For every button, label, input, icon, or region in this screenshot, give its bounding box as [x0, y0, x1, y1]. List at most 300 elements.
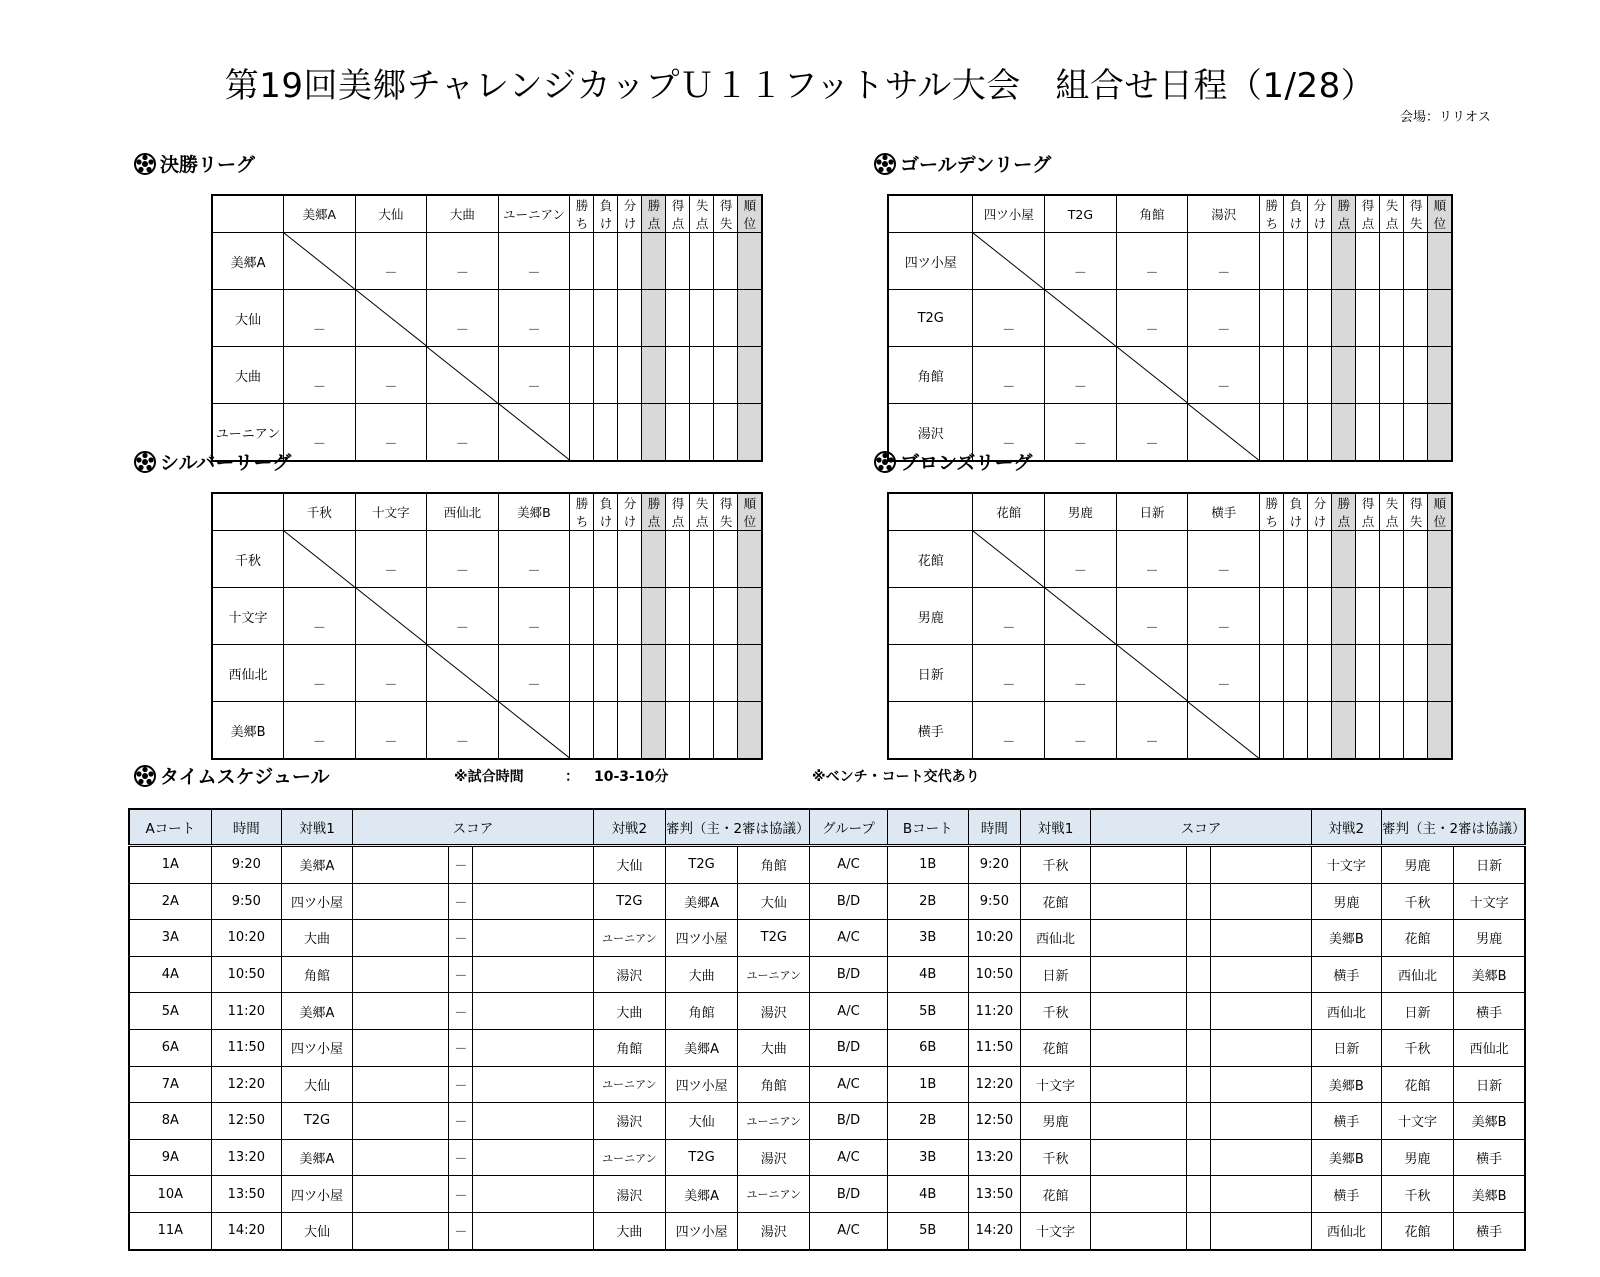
a-time: 14:20: [211, 1212, 281, 1249]
stat-cell: [1380, 290, 1404, 347]
b-referee-second: 美郷B: [1454, 956, 1525, 993]
a-referee-main: 角館: [665, 993, 737, 1030]
b-score-mid: [1187, 1176, 1211, 1213]
a-score-right: [473, 1212, 593, 1249]
col-team-header: 湯沢: [1188, 195, 1260, 233]
league-table-silver: [211, 492, 763, 760]
col-team-header: 西仙北: [427, 493, 499, 531]
a-score-dash: －: [449, 846, 473, 884]
match-result-cell: －: [973, 290, 1045, 347]
stat-cell: [738, 347, 762, 404]
b-time: 9:20: [968, 846, 1020, 884]
match-result-cell: －: [1045, 702, 1117, 760]
schedule-row: [129, 1176, 1525, 1213]
self-match-cell: [1116, 347, 1188, 404]
stat-cell: [642, 404, 666, 462]
stat-cell: [618, 588, 642, 645]
b-team2: 横手: [1311, 1103, 1381, 1140]
b-team2: 男鹿: [1311, 883, 1381, 920]
stat-cell: [738, 588, 762, 645]
match-result-cell: －: [973, 702, 1045, 760]
stat-header: 勝ち: [570, 195, 594, 233]
stat-header: 負け: [1284, 195, 1308, 233]
a-court-no: 7A: [129, 1066, 211, 1103]
b-score-mid: [1187, 1066, 1211, 1103]
stat-cell: [690, 588, 714, 645]
a-referee-second: 湯沢: [738, 993, 810, 1030]
col-team-header: 美郷A: [284, 195, 356, 233]
a-team2: 湯沢: [593, 956, 665, 993]
group: A/C: [810, 846, 887, 884]
b-score-right: [1211, 1212, 1311, 1249]
a-referee-second: 角館: [738, 1066, 810, 1103]
a-score-left: [353, 1139, 449, 1176]
stat-cell: [570, 588, 594, 645]
schedule-row: [129, 920, 1525, 957]
b-court-no: 2B: [887, 1103, 968, 1140]
stat-cell: [1356, 531, 1380, 588]
stat-cell: [1428, 347, 1452, 404]
stat-header: 勝点: [1332, 195, 1356, 233]
schedule-row: [129, 956, 1525, 993]
self-match-cell: [1116, 645, 1188, 702]
stat-cell: [1284, 404, 1308, 462]
stat-header: 勝ち: [1260, 195, 1284, 233]
match-result-cell: －: [1045, 645, 1117, 702]
b-time: 12:50: [968, 1103, 1020, 1140]
stat-cell: [714, 645, 738, 702]
schedule-row: [129, 846, 1525, 884]
league-table-final: [211, 194, 763, 462]
stat-header: 勝ち: [1260, 493, 1284, 531]
col-team-header: 千秋: [284, 493, 356, 531]
match-result-cell: －: [1116, 531, 1188, 588]
a-score-right: [473, 956, 593, 993]
header-b-team1: 対戦1: [1020, 809, 1090, 846]
b-score-right: [1211, 1176, 1311, 1213]
a-court-no: 4A: [129, 956, 211, 993]
a-team1: 美郷A: [281, 1139, 352, 1176]
a-score-left: [353, 1066, 449, 1103]
match-result-cell: －: [973, 588, 1045, 645]
stat-header: 得点: [1356, 493, 1380, 531]
soccer-ball-icon: [134, 153, 156, 175]
a-time: 13:50: [211, 1176, 281, 1213]
match-result-cell: －: [284, 702, 356, 760]
row-team-header: 湯沢: [888, 404, 973, 462]
stat-cell: [1284, 233, 1308, 290]
group: B/D: [810, 1176, 887, 1213]
stat-cell: [570, 645, 594, 702]
stat-cell: [666, 531, 690, 588]
soccer-ball-icon: [874, 153, 896, 175]
stat-header: 負け: [1284, 493, 1308, 531]
corner-cell: [888, 493, 973, 531]
self-match-cell: [498, 404, 570, 462]
match-result-cell: －: [498, 531, 570, 588]
group: B/D: [810, 956, 887, 993]
header-b-referee: 審判（主・2審は協議）: [1381, 809, 1525, 846]
a-score-dash: －: [449, 883, 473, 920]
stat-cell: [618, 645, 642, 702]
b-court-no: 5B: [887, 1212, 968, 1249]
a-team1: 四ツ小屋: [281, 1029, 352, 1066]
b-referee-main: 男鹿: [1381, 1139, 1453, 1176]
b-referee-second: 美郷B: [1454, 1176, 1525, 1213]
b-score-left: [1091, 920, 1187, 957]
stat-cell: [738, 702, 762, 760]
match-result-cell: －: [1188, 233, 1260, 290]
stat-cell: [1356, 347, 1380, 404]
a-referee-second: 湯沢: [738, 1212, 810, 1249]
b-score-right: [1211, 1066, 1311, 1103]
a-time: 9:20: [211, 846, 281, 884]
stat-cell: [666, 645, 690, 702]
match-result-cell: －: [498, 233, 570, 290]
a-court-no: 9A: [129, 1139, 211, 1176]
b-court-no: 5B: [887, 993, 968, 1030]
stat-header: 分け: [1308, 195, 1332, 233]
stat-cell: [594, 531, 618, 588]
a-time: 10:20: [211, 920, 281, 957]
b-referee-second: 美郷B: [1454, 1103, 1525, 1140]
league-title-golden: [874, 150, 1051, 177]
b-court-no: 4B: [887, 956, 968, 993]
self-match-cell: [1045, 290, 1117, 347]
a-time: 12:50: [211, 1103, 281, 1140]
b-time: 10:20: [968, 920, 1020, 957]
stat-cell: [1404, 588, 1428, 645]
schedule-row: [129, 1103, 1525, 1140]
a-referee-main: 四ツ小屋: [665, 920, 737, 957]
b-score-right: [1211, 883, 1311, 920]
col-team-header: 横手: [1188, 493, 1260, 531]
match-time-separator: ：: [565, 769, 579, 785]
self-match-cell: [355, 290, 427, 347]
stat-cell: [690, 404, 714, 462]
row-team-header: 日新: [888, 645, 973, 702]
a-referee-second: 大曲: [738, 1029, 810, 1066]
col-team-header: 十文字: [355, 493, 427, 531]
col-team-header: 美郷B: [498, 493, 570, 531]
b-score-mid: [1187, 1029, 1211, 1066]
stat-cell: [1260, 233, 1284, 290]
stat-cell: [594, 290, 618, 347]
header-b-team2: 対戦2: [1311, 809, 1381, 846]
b-score-mid: [1187, 846, 1211, 884]
row-team-header: 花館: [888, 531, 973, 588]
a-team1: 四ツ小屋: [281, 1176, 352, 1213]
a-referee-second: 角館: [738, 846, 810, 884]
stat-cell: [738, 531, 762, 588]
stat-cell: [1404, 531, 1428, 588]
a-referee-main: 大仙: [665, 1103, 737, 1140]
a-time: 13:20: [211, 1139, 281, 1176]
b-referee-main: 花館: [1381, 1212, 1453, 1249]
league-table-golden: [887, 194, 1453, 462]
col-team-header: T2G: [1045, 195, 1117, 233]
stat-cell: [594, 588, 618, 645]
a-referee-main: 美郷A: [665, 1176, 737, 1213]
a-team2: 大仙: [593, 846, 665, 884]
self-match-cell: [427, 645, 499, 702]
stat-cell: [1308, 702, 1332, 760]
stat-cell: [1332, 347, 1356, 404]
b-team1: 花館: [1020, 1176, 1090, 1213]
b-time: 10:50: [968, 956, 1020, 993]
stat-cell: [1356, 702, 1380, 760]
stat-cell: [714, 702, 738, 760]
stat-cell: [690, 702, 714, 760]
match-result-cell: －: [355, 347, 427, 404]
header-a-score: スコア: [353, 809, 594, 846]
stat-cell: [690, 347, 714, 404]
stat-cell: [1428, 645, 1452, 702]
row-team-header: 大曲: [212, 347, 284, 404]
a-score-dash: －: [449, 1029, 473, 1066]
b-team1: 日新: [1020, 956, 1090, 993]
bench-note: ※ベンチ・コート交代あり: [812, 769, 980, 785]
a-score-dash: －: [449, 1176, 473, 1213]
a-team1: 大仙: [281, 1066, 352, 1103]
b-referee-second: 横手: [1454, 993, 1525, 1030]
stat-cell: [594, 702, 618, 760]
a-team2: ユーニアン: [593, 1139, 665, 1176]
schedule-row: [129, 1212, 1525, 1249]
stat-cell: [570, 347, 594, 404]
stat-cell: [1428, 233, 1452, 290]
stat-cell: [1260, 702, 1284, 760]
a-time: 11:50: [211, 1029, 281, 1066]
stat-cell: [1260, 404, 1284, 462]
a-court-no: 3A: [129, 920, 211, 957]
stat-header: 得点: [666, 195, 690, 233]
match-result-cell: －: [1116, 404, 1188, 462]
b-score-right: [1211, 1103, 1311, 1140]
stat-cell: [594, 404, 618, 462]
b-score-right: [1211, 920, 1311, 957]
stat-cell: [1428, 531, 1452, 588]
match-result-cell: －: [1188, 645, 1260, 702]
stat-cell: [1404, 290, 1428, 347]
corner-cell: [212, 493, 284, 531]
b-score-left: [1091, 1212, 1187, 1249]
stat-header: 負け: [594, 195, 618, 233]
b-score-left: [1091, 1176, 1187, 1213]
stat-cell: [1260, 347, 1284, 404]
corner-cell: [888, 195, 973, 233]
header-a-referee: 審判（主・2審は協議）: [665, 809, 809, 846]
match-result-cell: －: [427, 233, 499, 290]
b-referee-main: 十文字: [1381, 1103, 1453, 1140]
header-b-court: Bコート: [887, 809, 968, 846]
a-referee-main: T2G: [665, 1139, 737, 1176]
a-score-left: [353, 1212, 449, 1249]
stat-header: 順位: [738, 195, 762, 233]
stat-cell: [690, 290, 714, 347]
stat-cell: [570, 702, 594, 760]
b-score-left: [1091, 846, 1187, 884]
a-referee-main: 美郷A: [665, 883, 737, 920]
match-result-cell: －: [1045, 233, 1117, 290]
b-score-mid: [1187, 1103, 1211, 1140]
a-time: 10:50: [211, 956, 281, 993]
b-court-no: 1B: [887, 1066, 968, 1103]
league-table-bronze: [887, 492, 1453, 760]
stat-cell: [618, 702, 642, 760]
a-referee-second: T2G: [738, 920, 810, 957]
stat-header: 順位: [1428, 493, 1452, 531]
stat-cell: [642, 290, 666, 347]
b-court-no: 3B: [887, 920, 968, 957]
stat-cell: [690, 531, 714, 588]
a-score-left: [353, 956, 449, 993]
stat-header: 順位: [1428, 195, 1452, 233]
a-score-dash: －: [449, 1066, 473, 1103]
group: B/D: [810, 1029, 887, 1066]
stat-cell: [1356, 233, 1380, 290]
stat-cell: [690, 645, 714, 702]
a-court-no: 5A: [129, 993, 211, 1030]
self-match-cell: [1188, 702, 1260, 760]
stat-cell: [690, 233, 714, 290]
stat-header: 得失: [1404, 493, 1428, 531]
stat-header: 失点: [1380, 195, 1404, 233]
match-result-cell: －: [1188, 347, 1260, 404]
a-team2: 大曲: [593, 993, 665, 1030]
match-time-label: ※試合時間: [454, 769, 524, 785]
stat-cell: [1428, 702, 1452, 760]
b-score-mid: [1187, 920, 1211, 957]
b-time: 14:20: [968, 1212, 1020, 1249]
b-referee-main: 日新: [1381, 993, 1453, 1030]
schedule-row: [129, 1029, 1525, 1066]
a-court-no: 6A: [129, 1029, 211, 1066]
a-team2: 湯沢: [593, 1176, 665, 1213]
stat-cell: [714, 588, 738, 645]
stat-cell: [642, 702, 666, 760]
match-result-cell: －: [355, 702, 427, 760]
b-referee-second: 日新: [1454, 1066, 1525, 1103]
schedule-row: [129, 1139, 1525, 1176]
match-result-cell: －: [973, 645, 1045, 702]
stat-cell: [1308, 531, 1332, 588]
stat-cell: [738, 645, 762, 702]
row-team-header: 美郷B: [212, 702, 284, 760]
header-a-team2: 対戦2: [593, 809, 665, 846]
row-team-header: 角館: [888, 347, 973, 404]
match-result-cell: －: [284, 347, 356, 404]
col-team-header: 男鹿: [1045, 493, 1117, 531]
b-referee-second: 横手: [1454, 1212, 1525, 1249]
stat-cell: [738, 233, 762, 290]
stat-cell: [1404, 347, 1428, 404]
stat-cell: [1308, 588, 1332, 645]
match-result-cell: －: [1116, 290, 1188, 347]
stat-header: 勝点: [642, 195, 666, 233]
stat-header: 失点: [690, 493, 714, 531]
self-match-cell: [284, 233, 356, 290]
stat-header: 分け: [618, 493, 642, 531]
match-result-cell: －: [1116, 588, 1188, 645]
a-score-dash: －: [449, 993, 473, 1030]
col-team-header: 花館: [973, 493, 1045, 531]
stat-cell: [1308, 347, 1332, 404]
b-team1: 千秋: [1020, 846, 1090, 884]
a-team1: 美郷A: [281, 846, 352, 884]
stat-cell: [570, 404, 594, 462]
stat-cell: [570, 290, 594, 347]
a-referee-main: 四ツ小屋: [665, 1066, 737, 1103]
stat-cell: [642, 645, 666, 702]
a-score-right: [473, 1139, 593, 1176]
stat-cell: [666, 702, 690, 760]
b-court-no: 3B: [887, 1139, 968, 1176]
a-score-dash: －: [449, 956, 473, 993]
stat-cell: [1380, 645, 1404, 702]
a-time: 11:20: [211, 993, 281, 1030]
b-team2: 美郷B: [1311, 920, 1381, 957]
a-score-left: [353, 993, 449, 1030]
stat-cell: [570, 531, 594, 588]
header-a-court: Aコート: [129, 809, 211, 846]
stat-cell: [666, 233, 690, 290]
match-result-cell: －: [355, 233, 427, 290]
stat-header: 得点: [666, 493, 690, 531]
stat-cell: [1356, 645, 1380, 702]
col-team-header: 日新: [1116, 493, 1188, 531]
stat-cell: [666, 588, 690, 645]
venue-label: 会場：リリオス: [1400, 110, 1491, 125]
stat-cell: [666, 347, 690, 404]
stat-cell: [666, 404, 690, 462]
col-team-header: 四ツ小屋: [973, 195, 1045, 233]
b-score-right: [1211, 1029, 1311, 1066]
header-a-team1: 対戦1: [281, 809, 352, 846]
stat-cell: [1332, 702, 1356, 760]
a-team1: 美郷A: [281, 993, 352, 1030]
stat-header: 失点: [1380, 493, 1404, 531]
a-referee-second: ユーニアン: [738, 1176, 810, 1213]
b-referee-main: 西仙北: [1381, 956, 1453, 993]
stat-cell: [1308, 233, 1332, 290]
match-result-cell: －: [427, 290, 499, 347]
b-court-no: 6B: [887, 1029, 968, 1066]
stat-cell: [642, 347, 666, 404]
b-score-right: [1211, 956, 1311, 993]
stat-header: 失点: [690, 195, 714, 233]
b-team2: 美郷B: [1311, 1139, 1381, 1176]
b-time: 13:50: [968, 1176, 1020, 1213]
stat-cell: [642, 233, 666, 290]
match-result-cell: －: [427, 702, 499, 760]
match-result-cell: －: [284, 404, 356, 462]
b-referee-second: 十文字: [1454, 883, 1525, 920]
stat-cell: [714, 233, 738, 290]
stat-cell: [1332, 588, 1356, 645]
b-team2: 日新: [1311, 1029, 1381, 1066]
self-match-cell: [973, 531, 1045, 588]
schedule-row: [129, 1066, 1525, 1103]
a-score-right: [473, 993, 593, 1030]
a-team2: ユーニアン: [593, 1066, 665, 1103]
b-team1: 千秋: [1020, 1139, 1090, 1176]
match-result-cell: －: [1045, 531, 1117, 588]
header-b-score: スコア: [1091, 809, 1312, 846]
a-score-right: [473, 1176, 593, 1213]
a-referee-second: ユーニアン: [738, 956, 810, 993]
group: B/D: [810, 1103, 887, 1140]
